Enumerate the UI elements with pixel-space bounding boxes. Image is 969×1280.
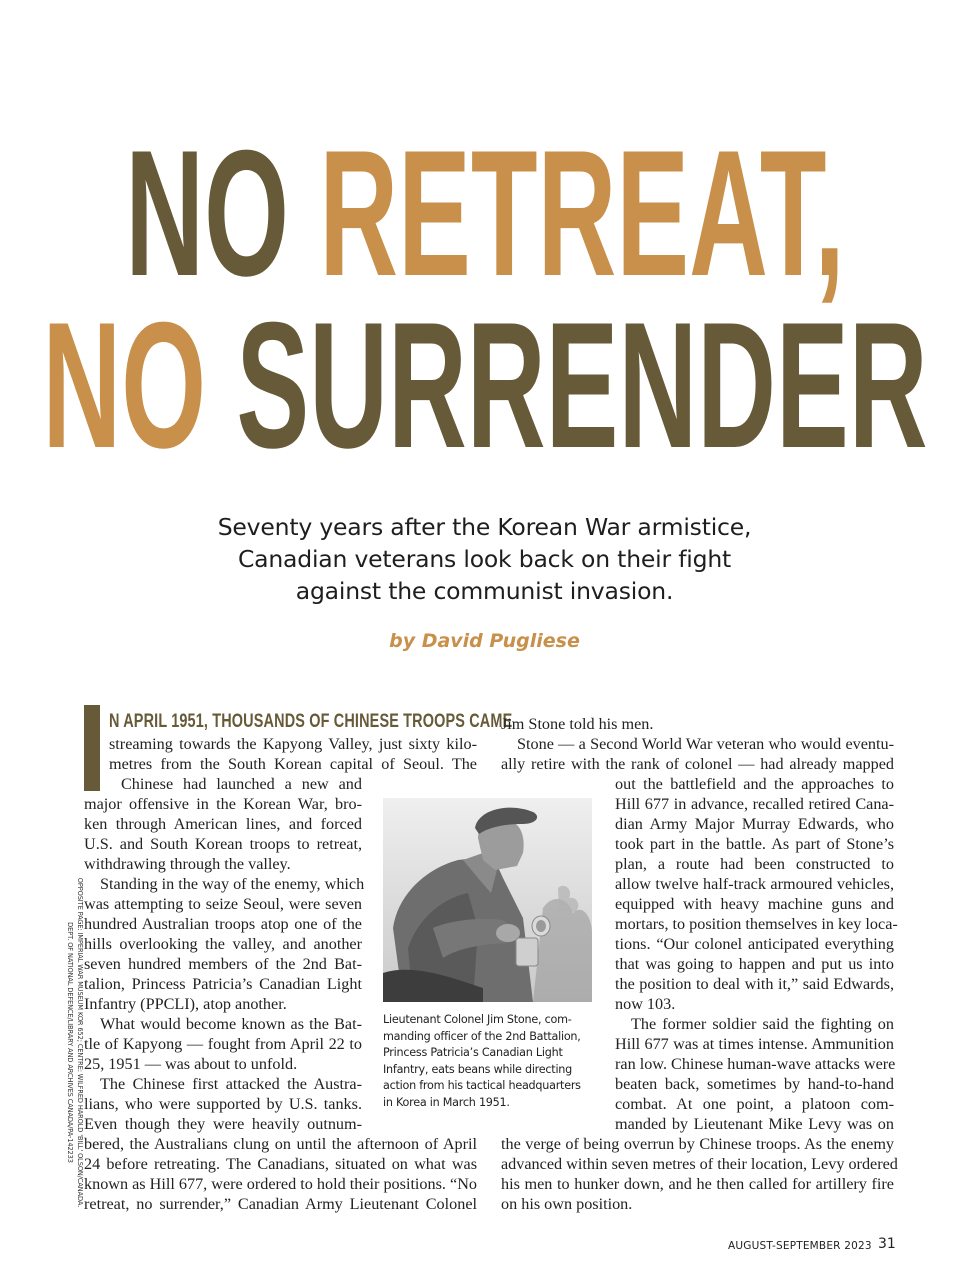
body-line: Jim Stone told his men. — [501, 715, 654, 733]
body-line: hundred Australian troops atop one of the — [84, 915, 362, 933]
body-line: the position to deal with it,” said Edwards, — [615, 975, 894, 993]
body-line: ally retire with the rank of colonel — had already mapped — [501, 755, 894, 773]
body-line: U.S. and South Korean troops to retreat, — [84, 835, 362, 853]
body-line: metres from the South Korean capital of Seoul. The — [109, 755, 477, 773]
caption-line: in Korea in March 1951. — [383, 1095, 510, 1109]
body-line: ran low. Chinese human-wave attacks were — [615, 1055, 896, 1073]
dek — [0, 511, 969, 607]
body-line: manded by Lieutenant Mike Levy was on — [615, 1115, 894, 1133]
byline: by David Pugliese — [389, 630, 580, 652]
headline-line-2 — [41, 285, 928, 486]
body-line: that was going to happen and put us into — [615, 955, 894, 973]
body-line: talion, Princess Patricia’s Canadian Light — [84, 975, 362, 993]
body-line: took part in the battle. As part of Stone’s — [615, 835, 894, 853]
body-line: seven hundred members of the 2nd Bat- — [84, 955, 362, 973]
body-line: Stone — a Second World War veteran who would eventu- — [517, 735, 894, 753]
body-line: tle of Kapyong — fought from April 22 to — [84, 1035, 362, 1053]
body-line: equipped with heavy machine guns and — [615, 895, 894, 913]
body-line: hills overlooking the valley, and another — [84, 935, 362, 953]
photo-credit-line: OPPOSITE PAGE: IMPERIAL WAR MUSEUM KOR 652; CENTRE: WILFRED HAROLD 'BILL' OLSON/CANADA. — [76, 877, 84, 1208]
body-line: major offensive in the Korean War, bro- — [84, 795, 362, 813]
body-line: streaming towards the Kapyong Valley, just sixty kilo- — [109, 735, 477, 753]
body-line: Hill 677 was at times intense. Ammunition — [615, 1035, 894, 1053]
photo-credit-line: DEPT. OF NATIONAL DEFENCE/LIBRARY AND ARCHIVES CANADA/PA-142233 — [66, 922, 74, 1163]
body-line: ken through American lines, and forced — [84, 815, 362, 833]
body-line: tions. “Our colonel anticipated everything — [615, 935, 894, 953]
body-line: allow twelve half-track armoured vehicles, — [615, 875, 894, 893]
soldier-photo — [383, 798, 592, 1002]
headline-word-surrender: SURRENDER — [235, 285, 928, 486]
caption-line: Infantry, eats beans while directing — [383, 1062, 572, 1076]
body-line: The former soldier said the fighting on — [631, 1015, 894, 1033]
body-line: The Chinese first attacked the Austra- — [100, 1075, 362, 1093]
lead-in: N APRIL 1951, THOUSANDS OF CHINESE TROOPS CAME — [109, 711, 513, 732]
body-line: known as Hill 677, were ordered to hold their positions. “No — [84, 1175, 477, 1193]
issue-date: AUGUST-SEPTEMBER 2023 — [728, 1240, 872, 1252]
body-line: mortars, to position themselves in key loca- — [615, 915, 898, 933]
caption-line: Princess Patricia’s Canadian Light — [383, 1046, 563, 1059]
body-line: beaten back, sometimes by hand-to-hand — [615, 1075, 894, 1093]
soldier-photo-illustration — [383, 798, 592, 1002]
body-line: on his own position. — [501, 1195, 633, 1213]
body-line: Infantry (PPCLI), atop another. — [84, 995, 287, 1013]
photo-caption — [383, 1012, 598, 1111]
body-line: dian Army Major Murray Edwards, who — [615, 815, 894, 833]
body-line: was attempting to seize Seoul, were seven — [84, 895, 362, 913]
headline-line-1 — [124, 113, 845, 314]
photo-credit — [55, 870, 85, 1215]
dek-line: against the communist invasion. — [295, 577, 674, 605]
drop-cap — [84, 705, 100, 791]
caption-line: Lieutenant Colonel Jim Stone, com- — [383, 1013, 572, 1026]
body-line: advanced within seven metres of their location, Levy ordered — [501, 1155, 898, 1173]
body-line: Standing in the way of the enemy, which — [100, 875, 365, 893]
body-line: withdrawing through the valley. — [84, 855, 291, 873]
body-line: combat. At one point, a platoon com- — [615, 1095, 894, 1113]
dek-line: Seventy years after the Korean War armistice, — [217, 513, 752, 541]
body-line: out the battlefield and the approaches to — [615, 775, 894, 793]
page-number: 31 — [878, 1236, 896, 1252]
caption-line: action from his tactical headquarters — [383, 1079, 581, 1092]
body-line: lians, who were supported by U.S. tanks. — [84, 1095, 362, 1113]
body-line: Even though they were heavily outnum- — [84, 1115, 362, 1133]
caption-line: manding officer of the 2nd Battalion, — [383, 1029, 581, 1043]
headline-word-no-2: NO — [41, 285, 206, 486]
body-line: Chinese had launched a new and — [121, 775, 362, 793]
body-line: 25, 1951 — was about to unfold. — [84, 1055, 298, 1073]
body-line: What would become known as the Bat- — [100, 1015, 362, 1033]
headline-word-no: NO — [124, 113, 289, 314]
body-line: now 103. — [615, 995, 676, 1013]
body-line: his men to hunker down, and he then called for artillery fire — [501, 1175, 894, 1193]
body-line: plan, a route had been constructed to — [615, 855, 894, 873]
body-line: Hill 677 in advance, recalled retired Cana- — [615, 795, 894, 813]
body-line: bered, the Australians clung on until the afternoon of April — [84, 1135, 477, 1153]
body-line: the verge of being overrun by Chinese troops. As the enemy — [501, 1135, 894, 1153]
body-line: 24 before retreating. The Canadians, situated on what was — [84, 1155, 477, 1173]
dek-line: Canadian veterans look back on their fight — [237, 545, 732, 573]
body-line: retreat, no surrender,” Canadian Army Lieutenant Colonel — [84, 1195, 477, 1213]
headline-word-retreat: RETREAT, — [318, 113, 845, 314]
